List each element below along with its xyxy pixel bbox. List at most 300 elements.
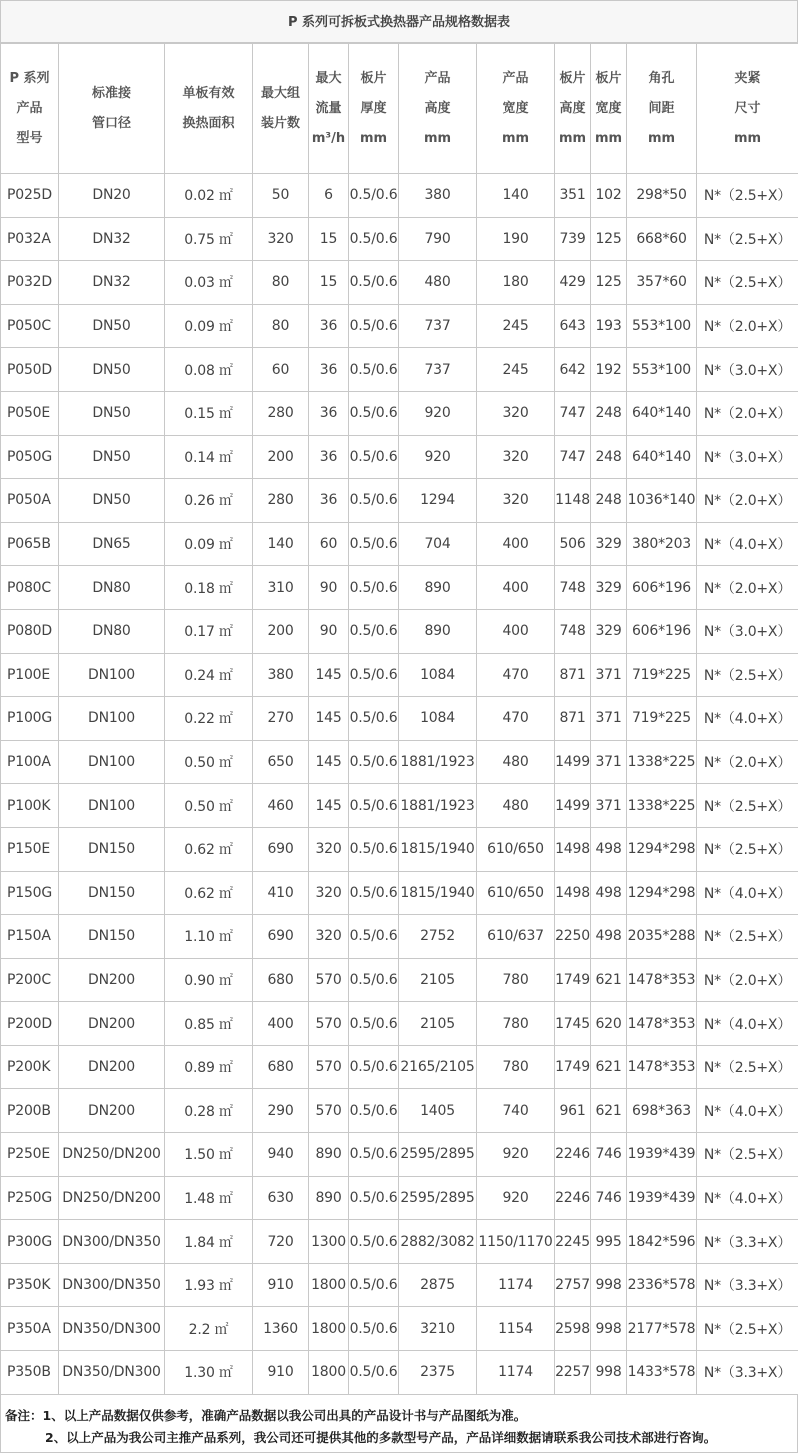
table-cell: 747 (555, 391, 591, 435)
table-cell: 351 (555, 174, 591, 218)
table-cell: P025D (1, 174, 59, 218)
table-cell: 642 (555, 348, 591, 392)
table-cell: 2245 (555, 1220, 591, 1264)
table-cell: 0.5/0.6 (349, 871, 399, 915)
table-row (1, 1307, 798, 1351)
table-cell: 995 (591, 1220, 627, 1264)
table-cell: 0.24 ㎡ (165, 653, 253, 697)
column-header-text: 高度 (399, 99, 476, 119)
table-row (1, 653, 798, 697)
table-cell: 0.09 ㎡ (165, 304, 253, 348)
table-cell: 2177*578 (627, 1307, 697, 1351)
table-cell: 748 (555, 566, 591, 610)
table-cell: N*（2.5+X） (697, 915, 798, 959)
table-cell: 480 (477, 784, 555, 828)
table-cell: 320 (309, 827, 349, 871)
table-cell: 145 (309, 697, 349, 741)
column-header-text: 产品 (477, 69, 554, 89)
table-cell: 6 (309, 174, 349, 218)
table-cell: 498 (591, 827, 627, 871)
table-cell: 621 (591, 1045, 627, 1089)
table-cell: DN80 (59, 609, 165, 653)
table-cell: 553*100 (627, 348, 697, 392)
table-cell: N*（2.0+X） (697, 391, 798, 435)
table-row (1, 915, 798, 959)
table-cell: 0.90 ㎡ (165, 958, 253, 1002)
table-cell: 0.5/0.6 (349, 827, 399, 871)
table-cell: 140 (477, 174, 555, 218)
table-cell: 1360 (253, 1307, 309, 1351)
table-cell: 310 (253, 566, 309, 610)
table-cell: 740 (477, 1089, 555, 1133)
table-cell: DN50 (59, 479, 165, 523)
table-cell: 570 (309, 958, 349, 1002)
table-cell: 0.5/0.6 (349, 1133, 399, 1177)
table-cell: 0.5/0.6 (349, 479, 399, 523)
table-cell: 248 (591, 435, 627, 479)
table-cell: 270 (253, 697, 309, 741)
table-cell: 0.5/0.6 (349, 1176, 399, 1220)
column-header-text: 产品 (399, 69, 476, 89)
column-header-text: 宽度 (477, 99, 554, 119)
table-cell: 0.14 ㎡ (165, 435, 253, 479)
table-cell: 0.89 ㎡ (165, 1045, 253, 1089)
table-cell: 1881/1923 (399, 784, 477, 828)
table-cell: N*（3.3+X） (697, 1263, 798, 1307)
table-cell: 746 (591, 1176, 627, 1220)
table-cell: 1939*439 (627, 1133, 697, 1177)
table-cell: P350A (1, 1307, 59, 1351)
table-cell: 3210 (399, 1307, 477, 1351)
table-cell: N*（4.0+X） (697, 1176, 798, 1220)
table-cell: 1294*298 (627, 871, 697, 915)
table-cell: 400 (253, 1002, 309, 1046)
table-cell: 690 (253, 827, 309, 871)
table-cell: N*（2.5+X） (697, 653, 798, 697)
table-cell: 704 (399, 522, 477, 566)
table-cell: 15 (309, 217, 349, 261)
column-header (165, 44, 253, 174)
table-cell: 940 (253, 1133, 309, 1177)
table-cell: 1800 (309, 1351, 349, 1395)
table-row (1, 1176, 798, 1220)
column-header-text: 最大组 (253, 84, 308, 104)
table-cell: 90 (309, 566, 349, 610)
table-cell: 780 (477, 1045, 555, 1089)
table-cell: 470 (477, 653, 555, 697)
table-cell: N*（2.5+X） (697, 174, 798, 218)
table-cell: 298*50 (627, 174, 697, 218)
table-cell: 780 (477, 1002, 555, 1046)
table-cell: 280 (253, 391, 309, 435)
table-cell: 570 (309, 1045, 349, 1089)
column-header-text: P 系列 (1, 69, 58, 89)
column-header-text: 宽度 (591, 99, 626, 119)
table-cell: 329 (591, 609, 627, 653)
table-cell: 1174 (477, 1351, 555, 1395)
table-row (1, 827, 798, 871)
table-cell: 0.15 ㎡ (165, 391, 253, 435)
table-cell: 0.5/0.6 (349, 653, 399, 697)
table-cell: 0.02 ㎡ (165, 174, 253, 218)
table-cell: 998 (591, 1351, 627, 1395)
table-cell: 0.50 ㎡ (165, 740, 253, 784)
column-header-text: 管口径 (59, 114, 164, 134)
table-cell: 640*140 (627, 435, 697, 479)
table-cell: 0.85 ㎡ (165, 1002, 253, 1046)
table-cell: 1338*225 (627, 740, 697, 784)
table-row (1, 958, 798, 1002)
table-cell: N*（4.0+X） (697, 522, 798, 566)
table-cell: DN250/DN200 (59, 1176, 165, 1220)
column-header-text: 板片 (349, 69, 398, 89)
table-cell: P150E (1, 827, 59, 871)
table-cell: 460 (253, 784, 309, 828)
table-cell: 1499 (555, 740, 591, 784)
notes (0, 1395, 798, 1453)
table-cell: 1405 (399, 1089, 477, 1133)
table-cell: 610/650 (477, 827, 555, 871)
table-cell: 0.5/0.6 (349, 391, 399, 435)
table-cell: N*（4.0+X） (697, 697, 798, 741)
table-cell: 36 (309, 348, 349, 392)
table-cell: 1881/1923 (399, 740, 477, 784)
table-cell: 2875 (399, 1263, 477, 1307)
table-cell: P150A (1, 915, 59, 959)
table-cell: N*（2.0+X） (697, 479, 798, 523)
table-row (1, 697, 798, 741)
table-cell: 0.5/0.6 (349, 348, 399, 392)
table-cell: P032A (1, 217, 59, 261)
table-row (1, 1002, 798, 1046)
table-cell: N*（3.3+X） (697, 1351, 798, 1395)
table-cell: 0.22 ㎡ (165, 697, 253, 741)
table-cell: 690 (253, 915, 309, 959)
column-header (627, 44, 697, 174)
table-row (1, 1220, 798, 1264)
column-unit: mm (697, 129, 798, 149)
table-cell: 320 (477, 391, 555, 435)
table-cell: P100A (1, 740, 59, 784)
table-cell: 0.08 ㎡ (165, 348, 253, 392)
table-cell: 36 (309, 479, 349, 523)
table-cell: 248 (591, 391, 627, 435)
table-cell: N*（2.0+X） (697, 304, 798, 348)
table-row (1, 1089, 798, 1133)
table-cell: 0.5/0.6 (349, 566, 399, 610)
table-cell: 2246 (555, 1176, 591, 1220)
table-cell: 747 (555, 435, 591, 479)
table-cell: 2757 (555, 1263, 591, 1307)
table-cell: 0.09 ㎡ (165, 522, 253, 566)
table-row (1, 740, 798, 784)
table-cell: 1338*225 (627, 784, 697, 828)
table-row (1, 1263, 798, 1307)
table-cell: 553*100 (627, 304, 697, 348)
table-cell: 890 (309, 1176, 349, 1220)
column-unit: mm (627, 129, 696, 149)
table-cell: N*（3.0+X） (697, 609, 798, 653)
table-cell: 1499 (555, 784, 591, 828)
table-cell: 1.10 ㎡ (165, 915, 253, 959)
table-cell: 320 (309, 871, 349, 915)
table-cell: 2336*578 (627, 1263, 697, 1307)
table-cell: 102 (591, 174, 627, 218)
column-header-text: 流量 (309, 99, 348, 119)
table-cell: P200B (1, 1089, 59, 1133)
table-row (1, 1133, 798, 1177)
table-cell: 0.5/0.6 (349, 958, 399, 1002)
table-cell: 410 (253, 871, 309, 915)
table-cell: 506 (555, 522, 591, 566)
table-cell: P100E (1, 653, 59, 697)
table-cell: 1815/1940 (399, 871, 477, 915)
column-unit: m³/h (309, 129, 348, 149)
table-cell: 0.5/0.6 (349, 697, 399, 741)
table-cell: 1.50 ㎡ (165, 1133, 253, 1177)
table-cell: N*（2.0+X） (697, 958, 798, 1002)
table-cell: 90 (309, 609, 349, 653)
table-cell: 920 (477, 1133, 555, 1177)
table-cell: P200K (1, 1045, 59, 1089)
table-cell: N*（4.0+X） (697, 1002, 798, 1046)
table-cell: 15 (309, 261, 349, 305)
table-cell: 640*140 (627, 391, 697, 435)
column-header-text: 型号 (1, 129, 58, 149)
table-cell: 1154 (477, 1307, 555, 1351)
table-cell: 145 (309, 653, 349, 697)
table-cell: P150G (1, 871, 59, 915)
table-cell: 80 (253, 261, 309, 305)
table-row (1, 871, 798, 915)
table-cell: P250G (1, 1176, 59, 1220)
table-cell: 920 (399, 391, 477, 435)
table-cell: DN150 (59, 871, 165, 915)
table-cell: 36 (309, 304, 349, 348)
column-header (349, 44, 399, 174)
table-cell: 0.5/0.6 (349, 915, 399, 959)
table-cell: 498 (591, 915, 627, 959)
table-cell: 0.62 ㎡ (165, 871, 253, 915)
table-row (1, 435, 798, 479)
table-cell: 1.84 ㎡ (165, 1220, 253, 1264)
table-cell: 0.5/0.6 (349, 609, 399, 653)
table-cell: 36 (309, 435, 349, 479)
table-cell: DN100 (59, 784, 165, 828)
table-cell: N*（3.0+X） (697, 435, 798, 479)
table-cell: 1800 (309, 1263, 349, 1307)
column-header-text: 产品 (1, 99, 58, 119)
table-cell: 0.5/0.6 (349, 1351, 399, 1395)
table-cell: 60 (309, 522, 349, 566)
table-cell: 320 (477, 479, 555, 523)
table-cell: 1842*596 (627, 1220, 697, 1264)
table-cell: P100K (1, 784, 59, 828)
table-cell: 329 (591, 566, 627, 610)
table-cell: 1084 (399, 697, 477, 741)
table-cell: 0.5/0.6 (349, 1089, 399, 1133)
table-cell: 429 (555, 261, 591, 305)
table-cell: 720 (253, 1220, 309, 1264)
table-cell: 0.5/0.6 (349, 1045, 399, 1089)
column-unit: mm (555, 129, 590, 149)
table-cell: 140 (253, 522, 309, 566)
column-header (591, 44, 627, 174)
table-cell: 1084 (399, 653, 477, 697)
table-cell: 320 (309, 915, 349, 959)
table-cell: 470 (477, 697, 555, 741)
table-cell: 400 (477, 566, 555, 610)
table-cell: N*（3.3+X） (697, 1220, 798, 1264)
table-cell: 910 (253, 1351, 309, 1395)
table-cell: 50 (253, 174, 309, 218)
table-cell: P080C (1, 566, 59, 610)
column-header-text: 厚度 (349, 99, 398, 119)
table-cell: 1148 (555, 479, 591, 523)
table-cell: 400 (477, 609, 555, 653)
table-cell: 2165/2105 (399, 1045, 477, 1089)
table-cell: 920 (477, 1176, 555, 1220)
table-cell: 621 (591, 958, 627, 1002)
table-cell: 890 (399, 566, 477, 610)
table-cell: 329 (591, 522, 627, 566)
table-cell: N*（3.0+X） (697, 348, 798, 392)
table-cell: P050A (1, 479, 59, 523)
table-cell: 737 (399, 348, 477, 392)
table-cell: 193 (591, 304, 627, 348)
table-cell: P300G (1, 1220, 59, 1264)
table-cell: 480 (477, 740, 555, 784)
column-header-text: 高度 (555, 99, 590, 119)
table-row (1, 609, 798, 653)
table-cell: DN32 (59, 261, 165, 305)
table-row (1, 522, 798, 566)
table-cell: 0.17 ㎡ (165, 609, 253, 653)
table-cell: 610/637 (477, 915, 555, 959)
table-cell: P100G (1, 697, 59, 741)
table-cell: 890 (399, 609, 477, 653)
column-header-text: 板片 (591, 69, 626, 89)
table-cell: DN150 (59, 915, 165, 959)
table-cell: P250E (1, 1133, 59, 1177)
table-row (1, 348, 798, 392)
table-cell: P050C (1, 304, 59, 348)
table-row (1, 566, 798, 610)
table-cell: 180 (477, 261, 555, 305)
table-cell: 871 (555, 697, 591, 741)
table-cell: 2246 (555, 1133, 591, 1177)
column-header-text: 单板有效 (165, 84, 252, 104)
table-cell: DN50 (59, 304, 165, 348)
table-cell: P350B (1, 1351, 59, 1395)
table-title: P 系列可拆板式换热器产品规格数据表 (0, 0, 798, 43)
table-cell: P350K (1, 1263, 59, 1307)
table-cell: DN65 (59, 522, 165, 566)
table-cell: N*（2.0+X） (697, 566, 798, 610)
table-cell: DN300/DN350 (59, 1263, 165, 1307)
table-cell: 1749 (555, 1045, 591, 1089)
table-cell: 2.2 ㎡ (165, 1307, 253, 1351)
column-header (253, 44, 309, 174)
table-cell: 1745 (555, 1002, 591, 1046)
table-cell: 357*60 (627, 261, 697, 305)
table-cell: 0.62 ㎡ (165, 827, 253, 871)
spec-table (0, 43, 798, 1395)
table-cell: P032D (1, 261, 59, 305)
table-cell: 1749 (555, 958, 591, 1002)
table-cell: 890 (309, 1133, 349, 1177)
table-cell: 0.5/0.6 (349, 435, 399, 479)
table-cell: 145 (309, 740, 349, 784)
column-header-text: 尺寸 (697, 99, 798, 119)
table-cell: 60 (253, 348, 309, 392)
table-cell: 371 (591, 653, 627, 697)
table-cell: 1498 (555, 871, 591, 915)
table-cell: 2598 (555, 1307, 591, 1351)
table-cell: DN350/DN300 (59, 1351, 165, 1395)
table-cell: 2105 (399, 958, 477, 1002)
column-header (697, 44, 798, 174)
column-unit: mm (349, 129, 398, 149)
column-header-text: 换热面积 (165, 114, 252, 134)
table-cell: 371 (591, 784, 627, 828)
table-cell: 680 (253, 958, 309, 1002)
table-cell: 0.03 ㎡ (165, 261, 253, 305)
column-header (555, 44, 591, 174)
table-cell: 0.5/0.6 (349, 174, 399, 218)
table-cell: 719*225 (627, 653, 697, 697)
table-cell: 400 (477, 522, 555, 566)
column-header-text: 标准接 (59, 84, 164, 104)
table-cell: N*（2.5+X） (697, 1133, 798, 1177)
column-header-text: 间距 (627, 99, 696, 119)
table-cell: 1300 (309, 1220, 349, 1264)
table-cell: 620 (591, 1002, 627, 1046)
table-cell: 790 (399, 217, 477, 261)
table-cell: DN100 (59, 653, 165, 697)
note-line-1: 备注：1、以上产品数据仅供参考，准确产品数据以我公司出具的产品设计书与产品图纸为准。 (5, 1405, 797, 1427)
table-cell: 610/650 (477, 871, 555, 915)
table-cell: 2250 (555, 915, 591, 959)
table-cell: DN50 (59, 348, 165, 392)
table-cell: 630 (253, 1176, 309, 1220)
table-cell: DN150 (59, 827, 165, 871)
table-row (1, 479, 798, 523)
table-cell: 606*196 (627, 566, 697, 610)
table-cell: 192 (591, 348, 627, 392)
table-cell: 80 (253, 304, 309, 348)
table-cell: N*（2.5+X） (697, 261, 798, 305)
table-cell: DN32 (59, 217, 165, 261)
table-cell: 0.26 ㎡ (165, 479, 253, 523)
table-row (1, 217, 798, 261)
table-cell: 1478*353 (627, 1002, 697, 1046)
table-cell: 320 (477, 435, 555, 479)
table-cell: 668*60 (627, 217, 697, 261)
table-cell: DN300/DN350 (59, 1220, 165, 1264)
column-header (309, 44, 349, 174)
table-cell: 698*363 (627, 1089, 697, 1133)
table-cell: P080D (1, 609, 59, 653)
table-row (1, 1351, 798, 1395)
table-cell: 36 (309, 391, 349, 435)
table-cell: DN250/DN200 (59, 1133, 165, 1177)
table-cell: DN200 (59, 1002, 165, 1046)
column-header-text: 角孔 (627, 69, 696, 89)
table-cell: DN200 (59, 1089, 165, 1133)
table-cell: 2035*288 (627, 915, 697, 959)
table-cell: 371 (591, 740, 627, 784)
